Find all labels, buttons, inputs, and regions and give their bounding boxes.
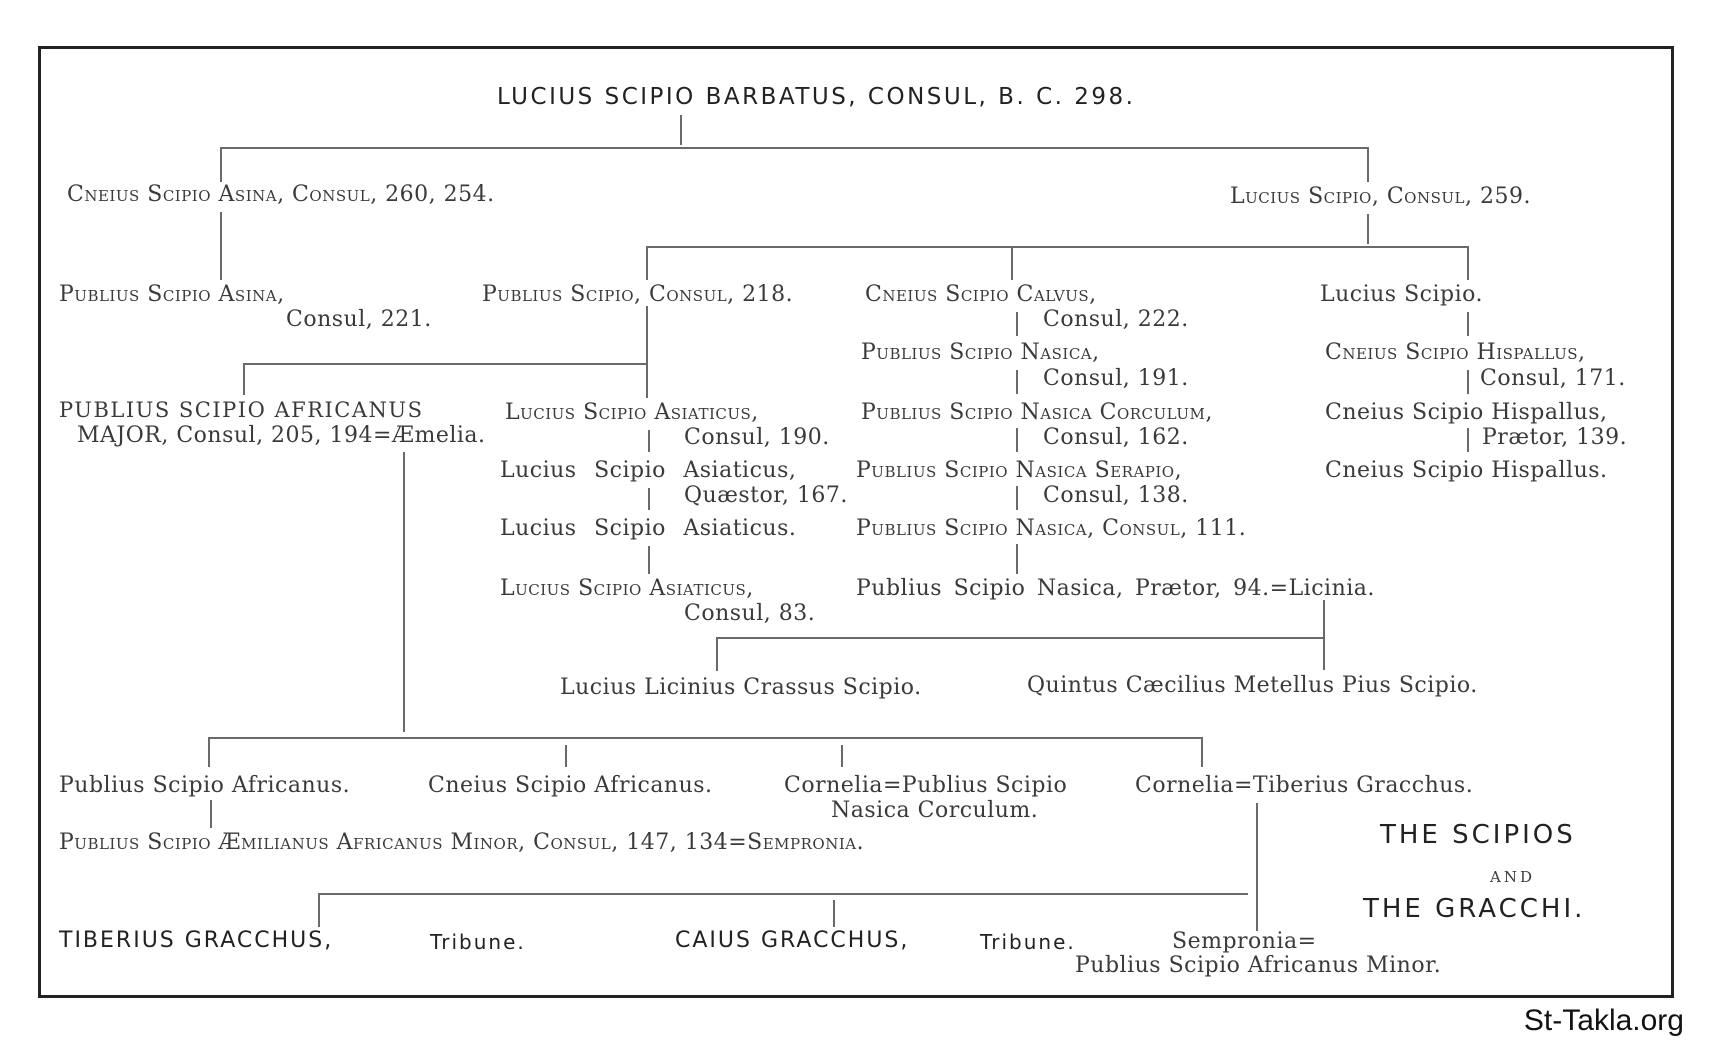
connector-nasica-corculum (1016, 370, 1018, 394)
node-nasica-consul-111: Publius Scipio Nasica, Consul, 111. (856, 516, 1247, 541)
node-nasica-serapio: Publius Scipio Nasica Serapio, (856, 458, 1183, 483)
connector-root-bar (220, 147, 1368, 149)
node-lucius-consul: Lucius Scipio, Consul, 259. (1230, 184, 1531, 209)
node-aemilianus-minor: Publius Scipio Æmilianus Africanus Minor, Consul, 147, 134=Sempronia. (59, 830, 865, 855)
node-publius-nasica: Publius Scipio Nasica, (861, 340, 1100, 365)
node-metellus-scipio: Quintus Cæcilius Metellus Pius Scipio. (1027, 673, 1478, 698)
watermark: St-Takla.org (1523, 1004, 1684, 1037)
node-nasica-corculum-office: Consul, 162. (1043, 425, 1189, 450)
node-cornelia-gracchus: Cornelia=Tiberius Gracchus. (1135, 773, 1474, 798)
node-crassus-scipio: Lucius Licinius Crassus Scipio. (560, 675, 922, 700)
connector-publius-consul (646, 246, 648, 280)
connector-cneius (220, 147, 222, 182)
connector-cornelia-2 (1201, 737, 1203, 767)
root-ancestor-title: LUCIUS SCIPIO BARBATUS, CONSUL, B. C. 298. (497, 84, 1136, 110)
node-cornelia-nasica: Cornelia=Publius Scipio (784, 773, 1068, 798)
connector-serapio-111 (1016, 486, 1018, 510)
connector-praetor-hispallus (1467, 428, 1469, 452)
node-hispallus-praetor-office: Prætor, 139. (1482, 425, 1628, 450)
node-caius-office: Tribune. (980, 930, 1076, 954)
caption-and: AND (1490, 868, 1535, 886)
connector-calvus-nasica (1016, 312, 1018, 336)
connector-licinia-bar (716, 637, 1323, 639)
node-p-africanus: Publius Scipio Africanus. (59, 773, 351, 798)
node-publius-asina-office: Consul, 221. (286, 307, 432, 332)
node-cneius-asina: Cneius Scipio Asina, Consul, 260, 254. (67, 182, 495, 207)
node-nasica-praetor-licinia: Publius Scipio Nasica, Prætor, 94.=Licinia. (856, 576, 1375, 601)
node-sempronia-husband: Publius Scipio Africanus Minor. (1075, 953, 1442, 978)
node-africanus-major: PUBLIUS SCIPIO AFRICANUS (59, 398, 424, 422)
node-lucius-scipio: Lucius Scipio. (1320, 282, 1483, 307)
node-publius-asina: Publius Scipio Asina, (59, 282, 285, 307)
node-publius-consul: Publius Scipio, Consul, 218. (482, 282, 794, 307)
connector-africanus-bar (243, 363, 646, 365)
node-cneius-calvus-office: Consul, 222. (1043, 307, 1189, 332)
node-hispallus-praetor: Cneius Scipio Hispallus, (1325, 400, 1608, 425)
connector-p-africanus-aemilianus (210, 800, 212, 828)
connector-lucius-scipio (1467, 246, 1469, 280)
node-cneius-hispallus-office: Consul, 171. (1480, 366, 1626, 391)
connector-asiaticus-2-3 (648, 488, 650, 510)
node-hispallus-last: Cneius Scipio Hispallus. (1325, 458, 1608, 483)
node-asiaticus-plain: Lucius Scipio Asiaticus. (500, 516, 797, 541)
caption-scipios: THE SCIPIOS (1380, 820, 1576, 850)
connector-lucius-hispallus (1467, 312, 1469, 336)
connector-cneius-down (220, 212, 222, 280)
node-asiaticus-consul-190: Lucius Scipio Asiaticus, (505, 400, 759, 425)
connector-c-africanus (565, 745, 567, 767)
connector-africanus-down (403, 452, 405, 732)
connector-cornelia-1 (841, 745, 843, 767)
connector-p-africanus (208, 737, 210, 767)
node-tiberius-office: Tribune. (430, 930, 526, 954)
node-tiberius-gracchus: TIBERIUS GRACCHUS, (59, 928, 334, 953)
node-asiaticus-quaestor-office: Quæstor, 167. (684, 483, 848, 508)
node-asiaticus-consul-83: Lucius Scipio Asiaticus, (500, 576, 754, 601)
node-cneius-calvus: Cneius Scipio Calvus, (865, 282, 1097, 307)
connector-gracchi-bar (318, 893, 1248, 895)
connector-lucius-bar (646, 246, 1468, 248)
connector-root (680, 115, 682, 145)
node-nasica-corculum: Publius Scipio Nasica Corculum, (861, 400, 1213, 425)
connector-licinia-down (1323, 600, 1325, 670)
connector-asiaticus-1-2 (648, 430, 650, 452)
node-cornelia-nasica-2: Nasica Corculum. (831, 798, 1039, 823)
node-africanus-major-office: MAJOR, Consul, 205, 194=Æmelia. (77, 423, 486, 448)
connector-lucius-down (1367, 214, 1369, 244)
connector-gracchus-down (1256, 803, 1258, 931)
caption-gracchi: THE GRACCHI. (1363, 894, 1586, 924)
node-cneius-hispallus: Cneius Scipio Hispallus, (1325, 340, 1586, 365)
node-nasica-serapio-office: Consul, 138. (1043, 483, 1189, 508)
node-publius-nasica-office: Consul, 191. (1043, 366, 1189, 391)
node-caius-gracchus: CAIUS GRACCHUS, (675, 928, 910, 953)
connector-publius-consul-down (646, 306, 648, 398)
node-asiaticus-quaestor: Lucius Scipio Asiaticus, (500, 458, 797, 483)
connector-hispallus-praetor (1467, 370, 1469, 394)
connector-111-praetor (1016, 544, 1018, 574)
connector-lucius (1367, 147, 1369, 182)
node-c-africanus: Cneius Scipio Africanus. (428, 773, 713, 798)
node-asiaticus-consul-83-office: Consul, 83. (684, 601, 816, 626)
connector-africanus-children-bar (208, 737, 1201, 739)
connector-africanus (243, 363, 245, 395)
connector-corculum-serapio (1016, 428, 1018, 452)
node-asiaticus-consul-190-office: Consul, 190. (684, 425, 830, 450)
connector-crassus (716, 637, 718, 671)
connector-asiaticus-3-4 (648, 546, 650, 574)
node-sempronia: Sempronia= (1172, 929, 1317, 954)
connector-caius (833, 900, 835, 927)
connector-calvus (1011, 246, 1013, 280)
connector-tiberius (318, 893, 320, 927)
